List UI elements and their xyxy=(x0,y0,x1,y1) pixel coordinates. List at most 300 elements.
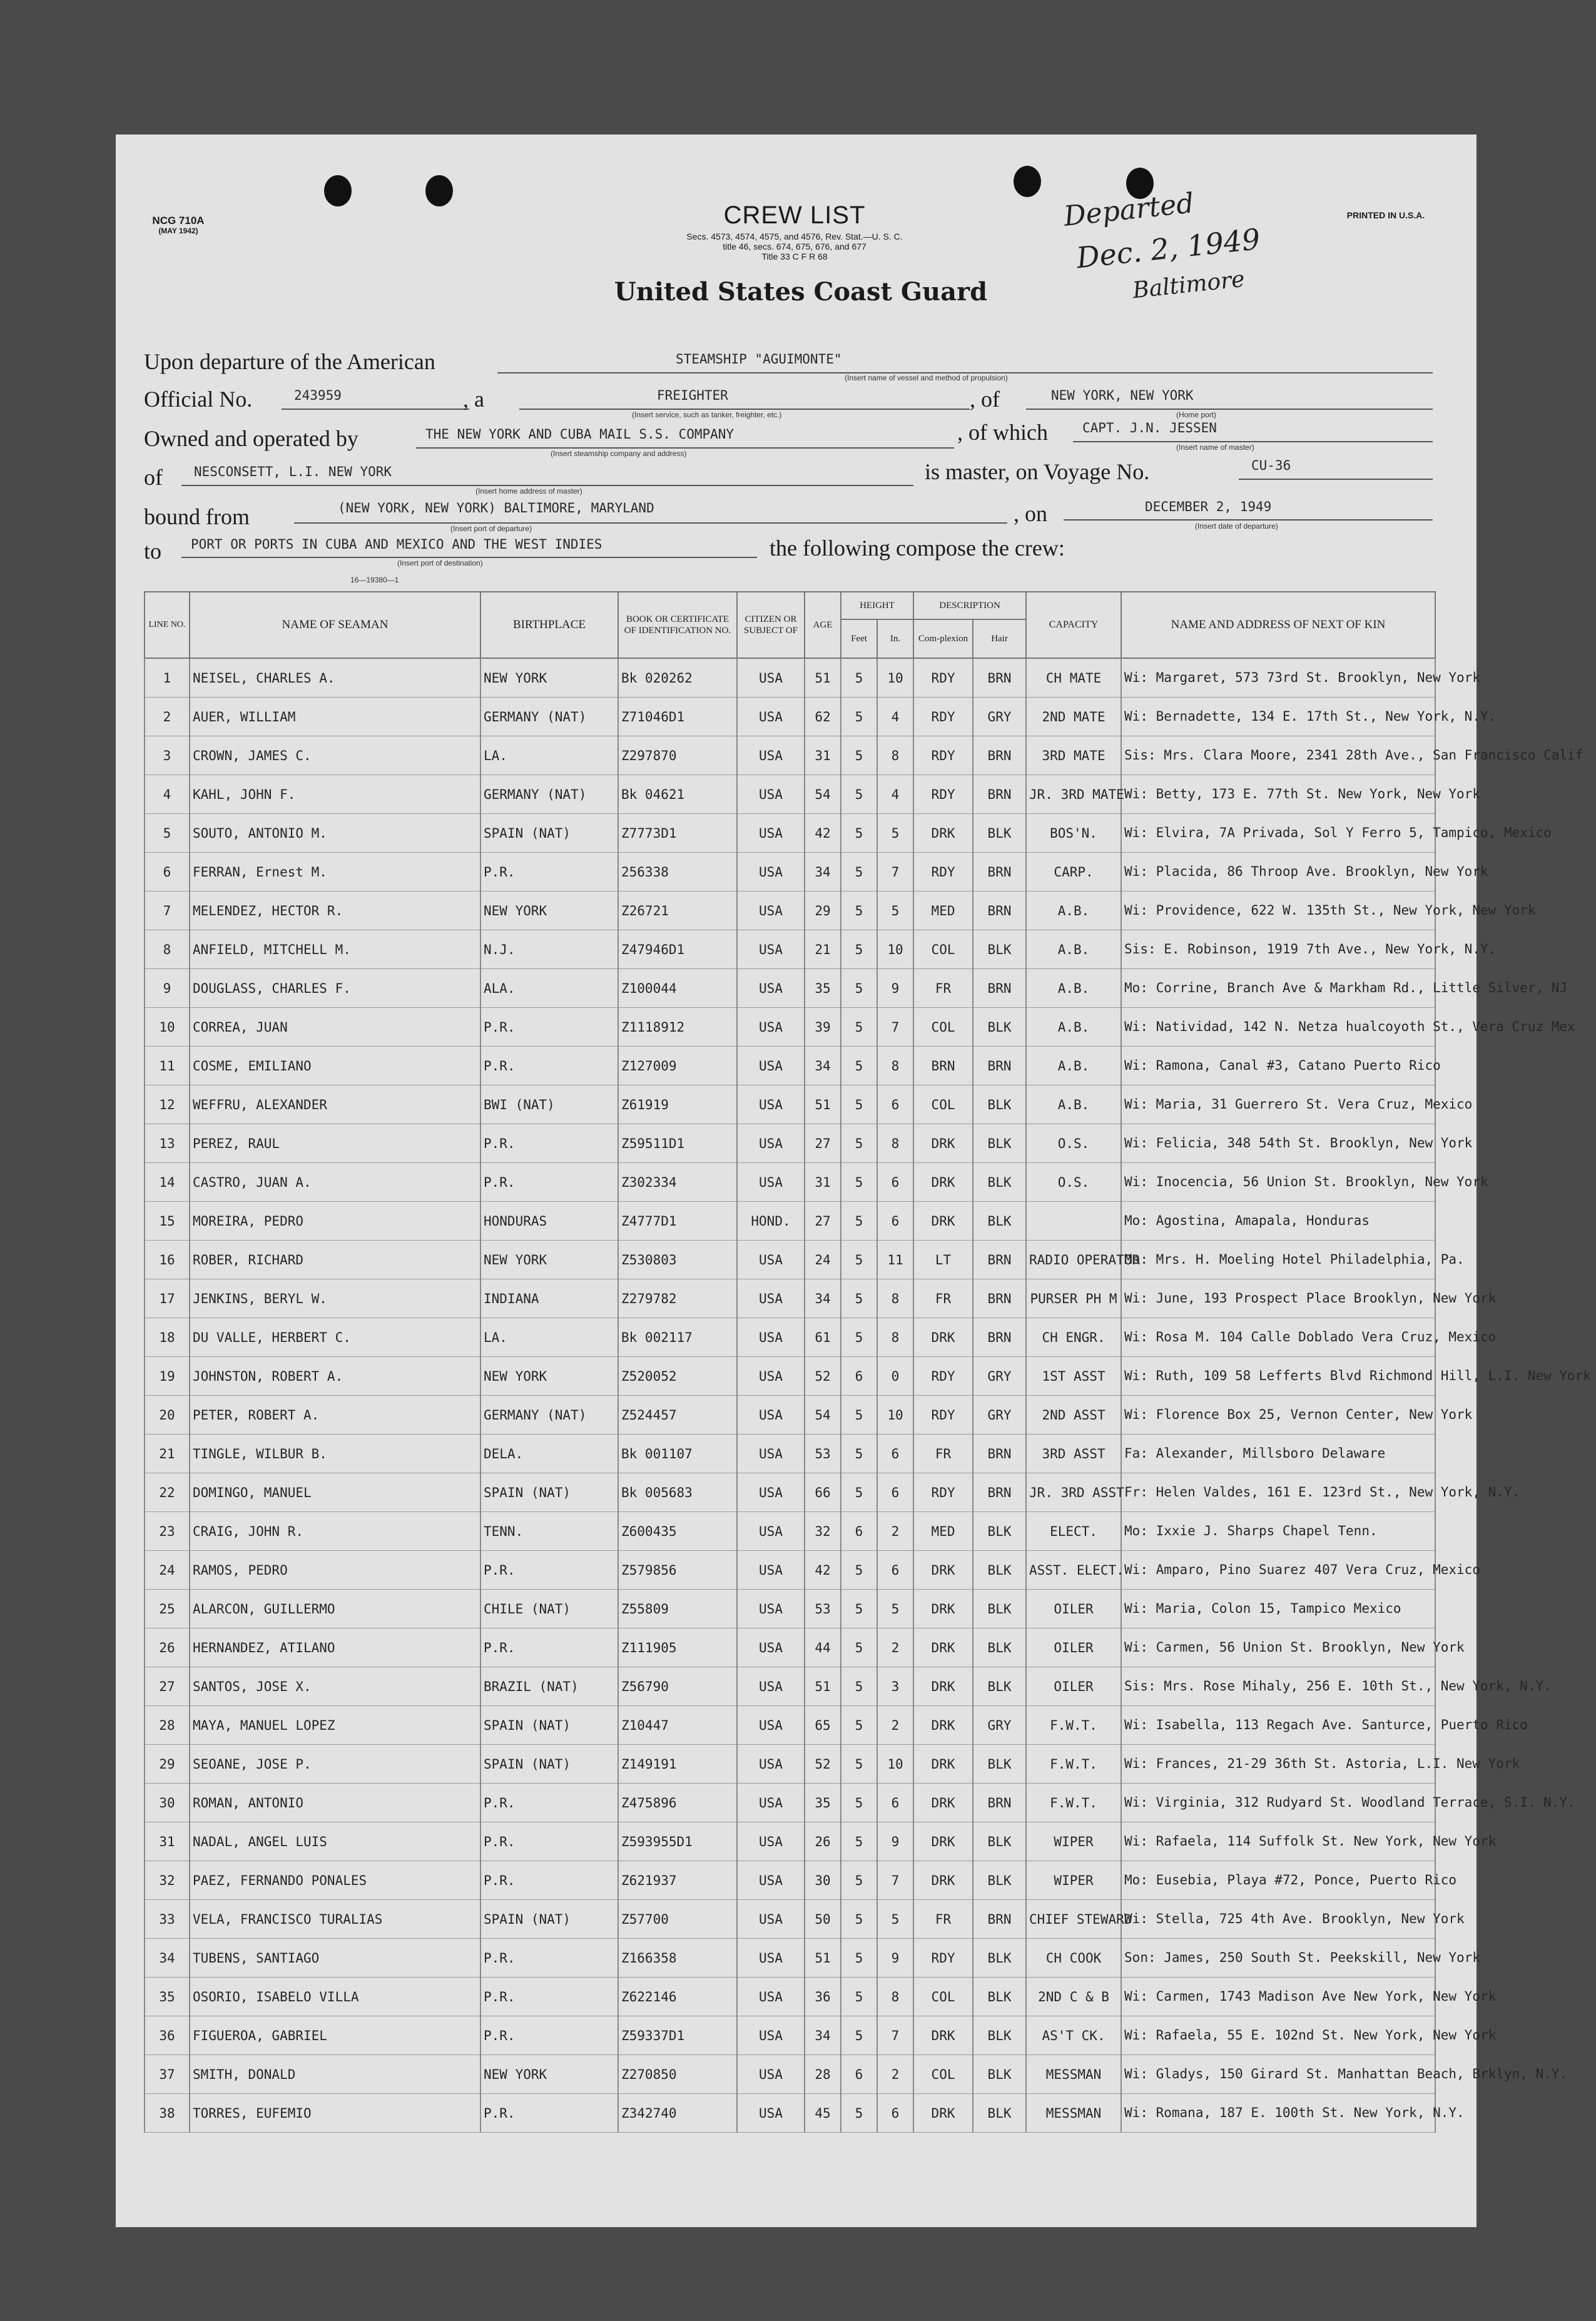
birthplace: P.R. xyxy=(480,2094,618,2133)
seaman-name: CASTRO, JUAN A. xyxy=(190,1163,480,1202)
capacity: 2ND MATE xyxy=(1026,698,1121,736)
age: 27 xyxy=(805,1202,841,1241)
birthplace: NEW YORK xyxy=(480,658,618,698)
capacity: O.S. xyxy=(1026,1124,1121,1163)
age: 35 xyxy=(805,969,841,1008)
complexion: RDY xyxy=(913,1939,973,1978)
citizenship: USA xyxy=(737,1473,805,1512)
printed-in-usa: PRINTED IN U.S.A. xyxy=(1346,210,1425,220)
next-of-kin: Wi: Romana, 187 E. 100th St. New York, N.Y. xyxy=(1121,2094,1435,2133)
complexion: FR xyxy=(913,1900,973,1939)
height-feet: 5 xyxy=(841,2016,877,2055)
age: 51 xyxy=(805,1085,841,1124)
birthplace: SPAIN (NAT) xyxy=(480,1900,618,1939)
next-of-kin: Wi: Maria, Colon 15, Tampico Mexico xyxy=(1121,1590,1435,1628)
complexion: DRK xyxy=(913,1163,973,1202)
seaman-name: DU VALLE, HERBERT C. xyxy=(190,1318,480,1357)
line-number: 21 xyxy=(145,1435,190,1473)
certificate-number: Z621937 xyxy=(618,1861,737,1900)
line-master xyxy=(1073,441,1433,442)
certificate-number: Z59511D1 xyxy=(618,1124,737,1163)
hair: BRN xyxy=(973,775,1026,814)
seaman-name: VELA, FRANCISCO TURALIAS xyxy=(190,1900,480,1939)
crew-row xyxy=(145,775,1435,814)
age: 52 xyxy=(805,1745,841,1784)
seaman-name: SOUTO, ANTONIO M. xyxy=(190,814,480,853)
citizenship: USA xyxy=(737,1435,805,1473)
next-of-kin: Wi: Amparo, Pino Suarez 407 Vera Cruz, Mexico xyxy=(1121,1551,1435,1590)
col-height: HEIGHT xyxy=(841,592,913,619)
line-number: 7 xyxy=(145,891,190,930)
hair: BRN xyxy=(973,1900,1026,1939)
citizenship: USA xyxy=(737,1085,805,1124)
complexion: DRK xyxy=(913,814,973,853)
height-feet: 5 xyxy=(841,1008,877,1047)
height-inches: 5 xyxy=(877,1590,913,1628)
label-of: , of xyxy=(970,387,1000,412)
height-feet: 5 xyxy=(841,736,877,775)
certificate-number: Z302334 xyxy=(618,1163,737,1202)
seaman-name: TUBENS, SANTIAGO xyxy=(190,1939,480,1978)
height-inches: 8 xyxy=(877,1047,913,1085)
capacity: O.S. xyxy=(1026,1163,1121,1202)
birthplace: P.R. xyxy=(480,1861,618,1900)
punch-hole xyxy=(425,175,453,206)
capacity: 3RD ASST xyxy=(1026,1435,1121,1473)
certificate-number: Z26721 xyxy=(618,891,737,930)
complexion: DRK xyxy=(913,1590,973,1628)
age: 61 xyxy=(805,1318,841,1357)
hair: BLK xyxy=(973,2055,1026,2094)
complexion: RDY xyxy=(913,1396,973,1435)
crew-row xyxy=(145,736,1435,775)
crew-row xyxy=(145,930,1435,969)
age: 36 xyxy=(805,1978,841,2016)
height-feet: 5 xyxy=(841,1978,877,2016)
crew-row xyxy=(145,1745,1435,1784)
next-of-kin: Wi: Gladys, 150 Girard St. Manhattan Beach, Brklyn, N.Y. xyxy=(1121,2055,1435,2094)
line-number: 29 xyxy=(145,1745,190,1784)
vessel-caption: (Insert name of vessel and method of propulsion) xyxy=(845,373,1008,382)
age: 29 xyxy=(805,891,841,930)
next-of-kin: Mo: Eusebia, Playa #72, Ponce, Puerto Rico xyxy=(1121,1861,1435,1900)
capacity: A.B. xyxy=(1026,930,1121,969)
complexion: RDY xyxy=(913,698,973,736)
line-owner xyxy=(416,447,954,449)
seaman-name: WEFFRU, ALEXANDER xyxy=(190,1085,480,1124)
height-feet: 5 xyxy=(841,1435,877,1473)
line-number: 5 xyxy=(145,814,190,853)
height-feet: 5 xyxy=(841,853,877,891)
departed-annotation-3: Baltimore xyxy=(1131,266,1246,304)
line-home-port xyxy=(1026,409,1433,410)
certificate-number: Z7773D1 xyxy=(618,814,737,853)
hair: BLK xyxy=(973,1512,1026,1551)
seaman-name: FERRAN, Ernest M. xyxy=(190,853,480,891)
line-official xyxy=(282,409,469,410)
crew-row xyxy=(145,1163,1435,1202)
citizenship: USA xyxy=(737,930,805,969)
citizenship: USA xyxy=(737,1784,805,1822)
citizenship: USA xyxy=(737,969,805,1008)
seaman-name: SANTOS, JOSE X. xyxy=(190,1667,480,1706)
height-feet: 5 xyxy=(841,1473,877,1512)
complexion: RDY xyxy=(913,853,973,891)
hair: BLK xyxy=(973,1163,1026,1202)
certificate-number: Bk 005683 xyxy=(618,1473,737,1512)
height-inches: 8 xyxy=(877,1318,913,1357)
birthplace: P.R. xyxy=(480,1163,618,1202)
birthplace: GERMANY (NAT) xyxy=(480,775,618,814)
col-citizen: CITIZEN OR SUBJECT OF xyxy=(737,592,805,658)
birthplace: NEW YORK xyxy=(480,1241,618,1279)
capacity: A.B. xyxy=(1026,969,1121,1008)
certificate-number: Z520052 xyxy=(618,1357,737,1396)
height-inches: 10 xyxy=(877,1745,913,1784)
line-number: 4 xyxy=(145,775,190,814)
height-inches: 6 xyxy=(877,1202,913,1241)
birthplace: P.R. xyxy=(480,853,618,891)
label-official: Official No. xyxy=(144,387,253,412)
crew-row xyxy=(145,1784,1435,1822)
certificate-number: Z57700 xyxy=(618,1900,737,1939)
height-feet: 5 xyxy=(841,1047,877,1085)
seaman-name: MELENDEZ, HECTOR R. xyxy=(190,891,480,930)
citizenship: USA xyxy=(737,1939,805,1978)
hair: BLK xyxy=(973,1667,1026,1706)
birthplace: BRAZIL (NAT) xyxy=(480,1667,618,1706)
line-number: 1 xyxy=(145,658,190,698)
citizenship: USA xyxy=(737,853,805,891)
label-of-which: , of which xyxy=(957,420,1048,445)
complexion: DRK xyxy=(913,1124,973,1163)
next-of-kin: Wi: Felicia, 348 54th St. Brooklyn, New York xyxy=(1121,1124,1435,1163)
age: 31 xyxy=(805,1163,841,1202)
line-number: 23 xyxy=(145,1512,190,1551)
citizenship: HOND. xyxy=(737,1202,805,1241)
height-feet: 5 xyxy=(841,1551,877,1590)
age: 30 xyxy=(805,1861,841,1900)
citizenship: USA xyxy=(737,1241,805,1279)
complexion: MED xyxy=(913,891,973,930)
age: 24 xyxy=(805,1241,841,1279)
birthplace: P.R. xyxy=(480,1978,618,2016)
hair: BLK xyxy=(973,1085,1026,1124)
next-of-kin: Mo: Agostina, Amapala, Honduras xyxy=(1121,1202,1435,1241)
certificate-number: Z270850 xyxy=(618,2055,737,2094)
complexion: DRK xyxy=(913,1202,973,1241)
col-birthplace: BIRTHPLACE xyxy=(480,592,618,658)
complexion: DRK xyxy=(913,1551,973,1590)
height-inches: 11 xyxy=(877,1241,913,1279)
birthplace: SPAIN (NAT) xyxy=(480,1706,618,1745)
label-on: , on xyxy=(1014,501,1047,526)
hair: BLK xyxy=(973,2094,1026,2133)
line-number: 22 xyxy=(145,1473,190,1512)
hair: GRY xyxy=(973,1706,1026,1745)
height-inches: 5 xyxy=(877,891,913,930)
height-inches: 8 xyxy=(877,1978,913,2016)
seaman-name: OSORIO, ISABELO VILLA xyxy=(190,1978,480,2016)
crew-row xyxy=(145,1279,1435,1318)
hair: BLK xyxy=(973,930,1026,969)
complexion: FR xyxy=(913,1279,973,1318)
line-number: 35 xyxy=(145,1978,190,2016)
line-number: 32 xyxy=(145,1861,190,1900)
birthplace: BWI (NAT) xyxy=(480,1085,618,1124)
citizenship: USA xyxy=(737,1590,805,1628)
complexion: COL xyxy=(913,1978,973,2016)
height-inches: 2 xyxy=(877,2055,913,2094)
age: 51 xyxy=(805,658,841,698)
height-inches: 7 xyxy=(877,1861,913,1900)
label-owned: Owned and operated by xyxy=(144,426,358,451)
seaman-name: MOREIRA, PEDRO xyxy=(190,1202,480,1241)
punch-hole xyxy=(324,175,352,206)
height-inches: 7 xyxy=(877,2016,913,2055)
height-feet: 5 xyxy=(841,1085,877,1124)
birthplace: NEW YORK xyxy=(480,1357,618,1396)
col-hair: Hair xyxy=(973,619,1026,658)
destination: PORT OR PORTS IN CUBA AND MEXICO AND THE WEST INDIES xyxy=(191,537,602,552)
birthplace: P.R. xyxy=(480,1939,618,1978)
height-feet: 5 xyxy=(841,1900,877,1939)
next-of-kin: Sis: E. Robinson, 1919 7th Ave., New York, N.Y. xyxy=(1121,930,1435,969)
age: 28 xyxy=(805,2055,841,2094)
hair: BLK xyxy=(973,1008,1026,1047)
birthplace: P.R. xyxy=(480,1124,618,1163)
crew-row xyxy=(145,2016,1435,2055)
capacity: AS'T CK. xyxy=(1026,2016,1121,2055)
citizenship: USA xyxy=(737,1551,805,1590)
citizenship: USA xyxy=(737,1822,805,1861)
age: 65 xyxy=(805,1706,841,1745)
crew-row xyxy=(145,814,1435,853)
citizenship: USA xyxy=(737,1357,805,1396)
line-number: 19 xyxy=(145,1357,190,1396)
master-address: NESCONSETT, L.I. NEW YORK xyxy=(194,464,392,479)
capacity: ASST. ELECT. xyxy=(1026,1551,1121,1590)
capacity: CH COOK xyxy=(1026,1939,1121,1978)
hair: BRN xyxy=(973,969,1026,1008)
height-feet: 5 xyxy=(841,1396,877,1435)
hair: BRN xyxy=(973,853,1026,891)
capacity: F.W.T. xyxy=(1026,1706,1121,1745)
next-of-kin: Wi: Frances, 21-29 36th St. Astoria, L.I. New York xyxy=(1121,1745,1435,1784)
height-inches: 9 xyxy=(877,1939,913,1978)
capacity: CH ENGR. xyxy=(1026,1318,1121,1357)
seaman-name: FIGUEROA, GABRIEL xyxy=(190,2016,480,2055)
next-of-kin: Wi: Ramona, Canal #3, Catano Puerto Rico xyxy=(1121,1047,1435,1085)
complexion: COL xyxy=(913,930,973,969)
official-number: 243959 xyxy=(294,388,342,403)
type-caption: (Insert service, such as tanker, freighter, etc.) xyxy=(632,410,782,419)
height-inches: 6 xyxy=(877,2094,913,2133)
capacity: A.B. xyxy=(1026,1085,1121,1124)
complexion: DRK xyxy=(913,1784,973,1822)
age: 34 xyxy=(805,853,841,891)
line-number: 33 xyxy=(145,1900,190,1939)
height-inches: 2 xyxy=(877,1512,913,1551)
certificate-number: Z47946D1 xyxy=(618,930,737,969)
height-inches: 0 xyxy=(877,1357,913,1396)
height-feet: 5 xyxy=(841,969,877,1008)
line-number: 36 xyxy=(145,2016,190,2055)
capacity: MESSMAN xyxy=(1026,2055,1121,2094)
capacity: OILER xyxy=(1026,1628,1121,1667)
certificate-number: Z600435 xyxy=(618,1512,737,1551)
height-feet: 5 xyxy=(841,891,877,930)
crew-row xyxy=(145,1551,1435,1590)
seaman-name: KAHL, JOHN F. xyxy=(190,775,480,814)
line-number: 16 xyxy=(145,1241,190,1279)
age: 31 xyxy=(805,736,841,775)
master-address-caption: (Insert home address of master) xyxy=(475,487,582,495)
departure-caption: (Insert port of departure) xyxy=(450,524,532,533)
age: 32 xyxy=(805,1512,841,1551)
crew-row xyxy=(145,1667,1435,1706)
hair: BRN xyxy=(973,1047,1026,1085)
col-complexion: Com-plexion xyxy=(913,619,973,658)
next-of-kin: Wi: Bernadette, 134 E. 17th St., New York, N.Y. xyxy=(1121,698,1435,736)
hair: BRN xyxy=(973,1279,1026,1318)
crew-row xyxy=(145,1435,1435,1473)
complexion: BRN xyxy=(913,1047,973,1085)
next-of-kin: Wi: Isabella, 113 Regach Ave. Santurce, Puerto Rico xyxy=(1121,1706,1435,1745)
capacity: CARP. xyxy=(1026,853,1121,891)
height-feet: 5 xyxy=(841,1241,877,1279)
height-feet: 5 xyxy=(841,1784,877,1822)
hair: BLK xyxy=(973,1978,1026,2016)
crew-row xyxy=(145,1706,1435,1745)
seaman-name: RAMOS, PEDRO xyxy=(190,1551,480,1590)
line-number: 3 xyxy=(145,736,190,775)
line-number: 37 xyxy=(145,2055,190,2094)
hair: BRN xyxy=(973,1784,1026,1822)
certificate-number: Z61919 xyxy=(618,1085,737,1124)
col-kin: NAME AND ADDRESS OF NEXT OF KIN xyxy=(1121,592,1435,658)
complexion: LT xyxy=(913,1241,973,1279)
line-number: 2 xyxy=(145,698,190,736)
certificate-number: Z55809 xyxy=(618,1590,737,1628)
certificate-number: Z56790 xyxy=(618,1667,737,1706)
age: 50 xyxy=(805,1900,841,1939)
hair: BLK xyxy=(973,814,1026,853)
birthplace: INDIANA xyxy=(480,1279,618,1318)
departure-date: DECEMBER 2, 1949 xyxy=(1145,499,1272,514)
age: 34 xyxy=(805,1047,841,1085)
crew-row xyxy=(145,1202,1435,1241)
complexion: RDY xyxy=(913,736,973,775)
certificate-number: Z111905 xyxy=(618,1628,737,1667)
birthplace: GERMANY (NAT) xyxy=(480,698,618,736)
line-number: 27 xyxy=(145,1667,190,1706)
line-number: 34 xyxy=(145,1939,190,1978)
citizenship: USA xyxy=(737,1047,805,1085)
height-feet: 5 xyxy=(841,1706,877,1745)
birthplace: P.R. xyxy=(480,1784,618,1822)
certificate-number: Z71046D1 xyxy=(618,698,737,736)
line-number: 38 xyxy=(145,2094,190,2133)
crew-row xyxy=(145,1628,1435,1667)
departed-annotation-1: Departed xyxy=(1062,187,1196,233)
next-of-kin: Wi: Stella, 725 4th Ave. Brooklyn, New York xyxy=(1121,1900,1435,1939)
next-of-kin: Wi: Carmen, 56 Union St. Brooklyn, New York xyxy=(1121,1628,1435,1667)
hair: BRN xyxy=(973,1241,1026,1279)
vessel-name: STEAMSHIP "AGUIMONTE" xyxy=(676,352,842,367)
capacity: 3RD MATE xyxy=(1026,736,1121,775)
capacity: 1ST ASST xyxy=(1026,1357,1121,1396)
crew-row xyxy=(145,1357,1435,1396)
height-inches: 7 xyxy=(877,1008,913,1047)
birthplace: P.R. xyxy=(480,1047,618,1085)
complexion: DRK xyxy=(913,1667,973,1706)
citizenship: USA xyxy=(737,1900,805,1939)
age: 54 xyxy=(805,775,841,814)
birthplace: ALA. xyxy=(480,969,618,1008)
height-feet: 5 xyxy=(841,698,877,736)
citizenship: USA xyxy=(737,1163,805,1202)
seaman-name: MAYA, MANUEL LOPEZ xyxy=(190,1706,480,1745)
complexion: DRK xyxy=(913,1745,973,1784)
certificate-number: Z1118912 xyxy=(618,1008,737,1047)
height-inches: 2 xyxy=(877,1706,913,1745)
complexion: FR xyxy=(913,969,973,1008)
age: 35 xyxy=(805,1784,841,1822)
certificate-number: Z579856 xyxy=(618,1551,737,1590)
height-feet: 5 xyxy=(841,1279,877,1318)
complexion: FR xyxy=(913,1435,973,1473)
capacity: CHIEF STEWARD xyxy=(1026,1900,1121,1939)
label-departure: Upon departure of the American xyxy=(144,349,435,374)
height-inches: 3 xyxy=(877,1667,913,1706)
complexion: RDY xyxy=(913,658,973,698)
capacity: OILER xyxy=(1026,1590,1121,1628)
next-of-kin: Mo: Mrs. H. Moeling Hotel Philadelphia, Pa. xyxy=(1121,1241,1435,1279)
col-feet: Feet xyxy=(841,619,877,658)
next-of-kin: Wi: June, 193 Prospect Place Brooklyn, New York xyxy=(1121,1279,1435,1318)
seaman-name: HERNANDEZ, ATILANO xyxy=(190,1628,480,1667)
seaman-name: ANFIELD, MITCHELL M. xyxy=(190,930,480,969)
complexion: DRK xyxy=(913,1861,973,1900)
citizenship: USA xyxy=(737,1279,805,1318)
height-inches: 10 xyxy=(877,658,913,698)
citizenship: USA xyxy=(737,1861,805,1900)
complexion: DRK xyxy=(913,1822,973,1861)
height-inches: 6 xyxy=(877,1435,913,1473)
height-inches: 2 xyxy=(877,1628,913,1667)
birthplace: DELA. xyxy=(480,1435,618,1473)
citizenship: USA xyxy=(737,1318,805,1357)
crew-row xyxy=(145,891,1435,930)
line-destination xyxy=(181,557,757,558)
crew-row xyxy=(145,2094,1435,2133)
master-name: CAPT. J.N. JESSEN xyxy=(1082,420,1217,435)
capacity xyxy=(1026,1202,1121,1241)
complexion: COL xyxy=(913,1008,973,1047)
birthplace: P.R. xyxy=(480,1822,618,1861)
master-caption: (Insert name of master) xyxy=(1176,443,1254,452)
age: 54 xyxy=(805,1396,841,1435)
height-feet: 5 xyxy=(841,1124,877,1163)
capacity: A.B. xyxy=(1026,891,1121,930)
col-description: DESCRIPTION xyxy=(913,592,1026,619)
hair: BLK xyxy=(973,1202,1026,1241)
print-code: 16—19380—1 xyxy=(350,576,399,584)
crew-row xyxy=(145,1590,1435,1628)
certificate-number: Z342740 xyxy=(618,2094,737,2133)
hair: BRN xyxy=(973,1473,1026,1512)
